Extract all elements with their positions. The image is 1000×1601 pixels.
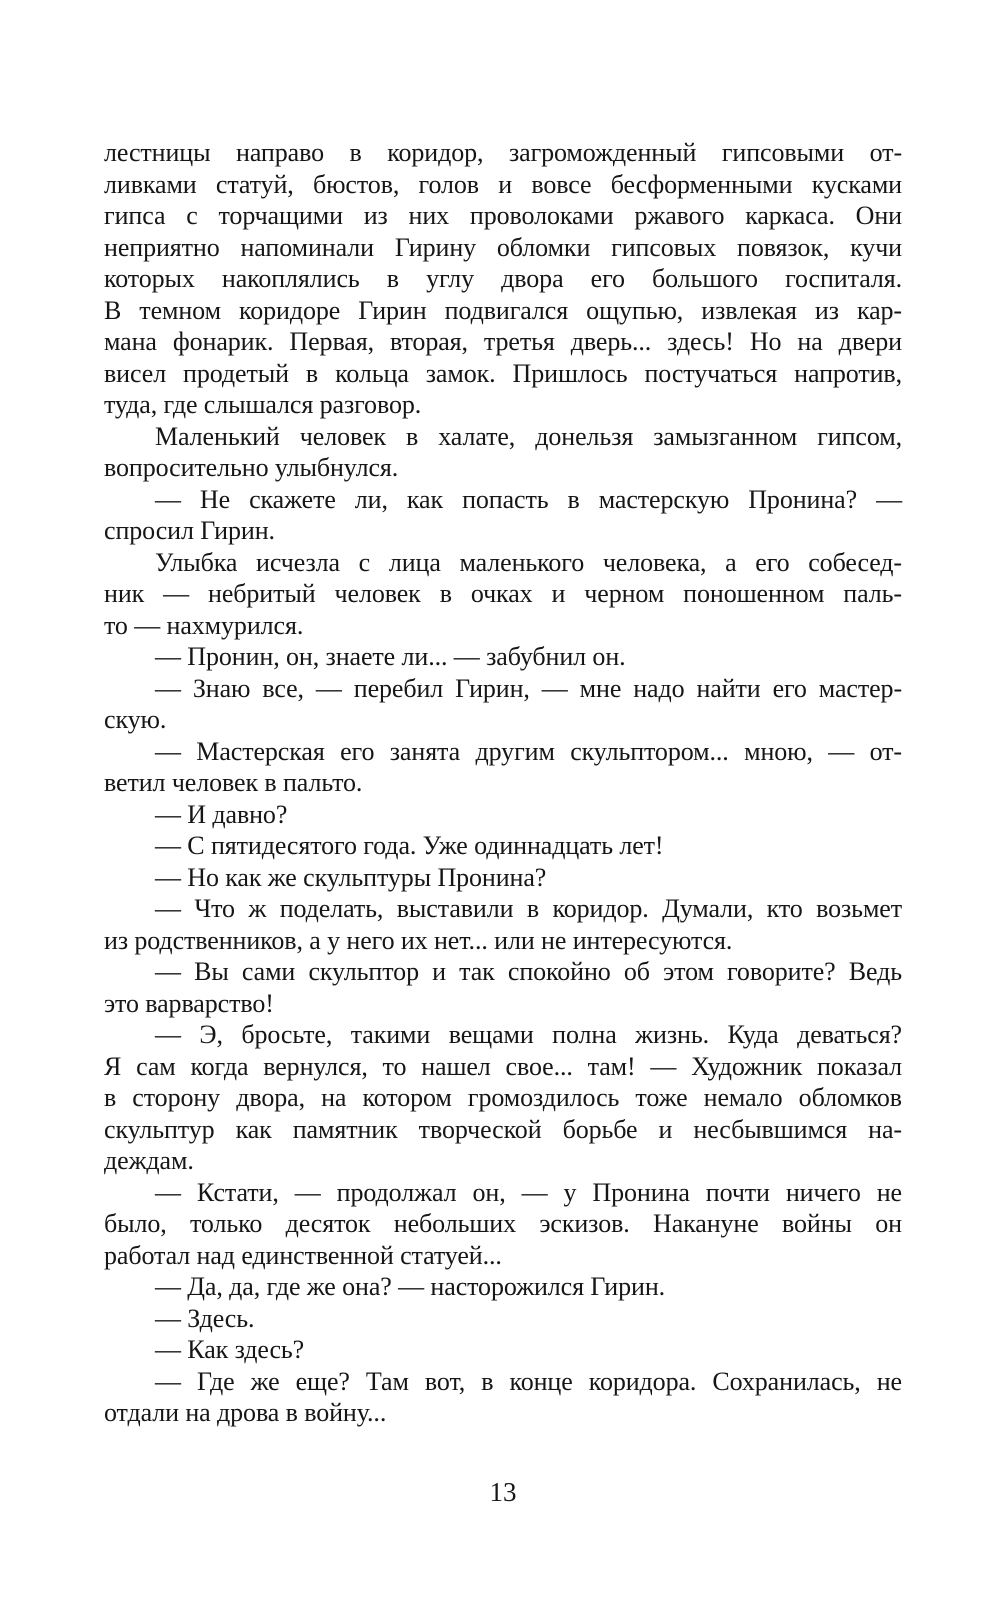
text-line: отдали на дрова в войну... [104,1398,387,1427]
text-line: — Знаю все, — перебил Гирин, — мне надо найти его мастер- [155,673,902,703]
text-line: — Здесь. [155,1303,255,1333]
text-line: — Да, да, где же она? — насторожился Гирин. [155,1272,666,1301]
text-line: — Не скажете ли, как попасть в мастерскую Пронина? — [155,484,902,514]
text-line: вопросительно улыбнулся. [104,453,399,482]
text-line: Улыбка исчезла с лица маленького человека, а его собесед- [155,547,902,577]
text-line: деждам. [104,1146,194,1175]
text-line: — С пятидесятого года. Уже одиннадцать лет! [155,831,664,860]
text-line: было, только десяток небольших эскизов. Накануне войны он [104,1209,902,1238]
text-line: — Э, бросьте, такими вещами полна жизнь. Куда деваться? [155,1020,902,1049]
text-line: — Что ж поделать, выставили в коридор. Думали, кто возьмет [155,894,902,923]
text-line: — Вы сами скульптор и так спокойно об этом говорите? Ведь [155,957,902,986]
text-line: спросил Гирин. [104,516,275,545]
text-line: ливками статуй, бюстов, голов и вовсе бесформенными кусками [104,169,902,199]
text-line: — Кстати, — продолжал он, — у Пронина почти ничего не [155,1177,902,1207]
text-line: ник — небритый человек в очках и черном поношенном паль- [104,579,902,608]
text-line: лестницы направо в коридор, загроможденный гипсовыми от- [104,138,902,167]
text-line: ветил человек в пальто. [104,768,363,797]
text-line: Маленький человек в халате, донельзя замызганном гипсом, [155,421,902,451]
text-line: то — нахмурился. [104,610,304,640]
text-line: — Как здесь? [155,1335,305,1364]
text-line: это варварство! [104,988,274,1018]
text-line: В темном коридоре Гирин подвигался ощупью, извлекая из кар- [104,295,902,325]
text-line: — И давно? [155,799,288,829]
text-line: в сторону двора, на котором громоздилось тоже немало обломков [104,1083,902,1112]
text-block [104,137,902,1429]
text-line: из родственников, а у него их нет... или не интересуются. [104,925,733,955]
text-line: — Пронин, он, знаете ли... — забубнил он. [155,642,626,671]
text-line: — Но как же скульптуры Пронина? [155,862,547,892]
text-line: которых накоплялись в углу двора его большого госпиталя. [104,264,902,293]
text-line: скую. [104,705,167,734]
text-line: висел продетый в кольца замок. Пришлось постучаться напротив, [104,358,902,388]
text-line: — Где же еще? Там вот, в конце коридора. Сохранилась, не [155,1366,902,1396]
text-line: скульптур как памятник творческой борьбе и несбывшимся на- [104,1114,902,1144]
text-line: работал над единственной статуей... [104,1240,502,1270]
text-line: туда, где слышался разговор. [104,390,422,419]
page-number: 13 [489,1477,517,1507]
text-line: мана фонарик. Первая, вторая, третья дверь... здесь! Но на двери [104,327,902,356]
text-line: гипса с торчащими из них проволоками ржавого каркаса. Они [104,201,902,230]
text-line: неприятно напоминали Гирину обломки гипсовых повязок, кучи [104,232,902,262]
text-line: Я сам когда вернулся, то нашел свое... там! — Художник показал [104,1051,902,1081]
text-line: — Мастерская его занята другим скульптором... мною, — от- [155,736,902,766]
